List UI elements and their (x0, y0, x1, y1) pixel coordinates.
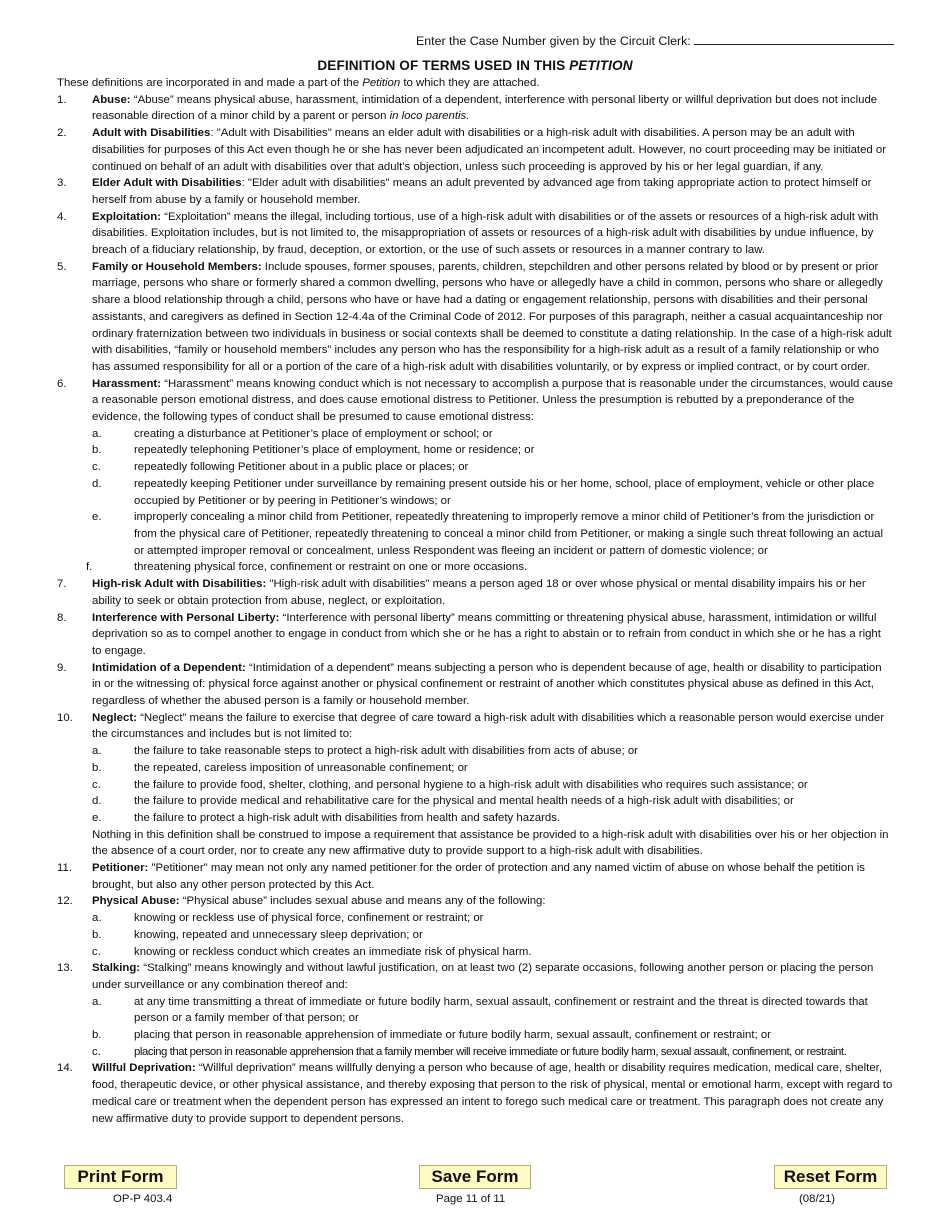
item-number: 4. (57, 210, 67, 223)
item-term: Intimidation of a Dependent: (92, 661, 246, 674)
page-title (0, 58, 950, 73)
intro-after: to which they are attached. (400, 77, 540, 89)
case-number-field[interactable] (694, 32, 894, 45)
sub-text: at any time transmitting a threat of immediate or future bodily harm, sexual assault, confinement or restraint and the threat is directed towards that person or a family member of that person; or (134, 995, 868, 1025)
item-number: 8. (57, 611, 67, 624)
print-form-button[interactable]: Print Form (64, 1165, 177, 1189)
item-text: “Abuse” means physical abuse, harassment, intimidation of a dependent, interference with personal liberty or willful deprivation but does not include reasonable direction of a minor child by a parent or person (92, 93, 878, 123)
definition-item (57, 209, 893, 259)
item-number: 5. (57, 260, 67, 273)
page-number: Page 11 of 11 (436, 1193, 506, 1205)
save-form-button[interactable]: Save Form (419, 1165, 531, 1189)
sub-text: the failure to provide medical and rehabilitative care for the physical and mental health needs of a high-risk adult with disabilities; or (134, 795, 794, 808)
item-number: 9. (57, 661, 67, 674)
item-term: Stalking: (92, 962, 141, 975)
sub-letter: a. (92, 427, 102, 440)
sub-text: placing that person in reasonable apprehension of immediate or future bodily harm, sexual assault, confinement or restraint; or (134, 1029, 771, 1042)
sub-text: knowing or reckless conduct which creates an immediate risk of physical harm. (134, 945, 532, 958)
definition-item (57, 376, 893, 576)
item-number: 13. (57, 962, 73, 975)
item-number: 12. (57, 895, 73, 908)
sub-item (92, 777, 893, 794)
item-italic: in loco parentis. (389, 110, 470, 123)
item-term: Exploitation: (92, 210, 161, 223)
definition-item (57, 660, 893, 710)
item-term: Petitioner: (92, 862, 149, 875)
sub-text: placing that person in reasonable apprehension that a family member will receive immediate or future bodily harm, sexual assault, confinement, or restraint. (134, 1045, 847, 1058)
definition-item (57, 610, 893, 660)
definition-item (57, 92, 893, 125)
item-term: Neglect: (92, 711, 137, 724)
item-text: : "Elder adult with disabilities" means an adult prevented by advanced age from taking appropriate action to protect himself or herself from abuse by a family or household member. (92, 177, 872, 206)
item-number: 1. (57, 93, 67, 106)
item-number: 6. (57, 377, 67, 390)
sub-letter: c. (92, 461, 101, 474)
item-text: "Petitioner" may mean not only any named petitioner for the order of protection and any named victim of abuse on whose behalf the petition is brought, but also any other person protected by this Act. (92, 862, 865, 891)
neglect-note: Nothing in this definition shall be construed to impose a requirement that assistance be provided to a high-risk adult with disabilities over his or her objection in the absence of a court order, nor to create any new affirmative duty to provide support to a high-risk adult with disabilities. (92, 828, 889, 858)
item-number: 3. (57, 177, 67, 190)
definition-item (57, 576, 893, 609)
item-text: “Neglect” means the failure to exercise that degree of care toward a high-risk adult with disabilities which a reasonable person would exercise under the circumstances and includes but is not limited to: (92, 711, 885, 741)
item-text: “Physical abuse” includes sexual abuse and means any of the following: (179, 895, 546, 908)
definition-item (57, 893, 893, 960)
sub-item (92, 743, 893, 760)
item-text: : "Adult with Disabilities" means an elder adult with disabilities or a high-risk adult with disabilities. A person may be an adult with disabilities for purposes of this Act even though he or she has never been adjudicated an incompetent adult. However, no court proceeding may be initiated or continued on behalf of an adult with disabilities over that adult's objection, unless such proceeding is approved by his or her legal guardian, if any. (92, 127, 887, 173)
item-term: Family or Household Members: (92, 260, 262, 273)
definition-item (57, 259, 893, 376)
sub-letter: f. (86, 561, 93, 574)
sub-text: knowing, repeated and unnecessary sleep deprivation; or (134, 928, 423, 941)
sub-letter: b. (92, 928, 102, 941)
item-text: “Willful deprivation” means willfully denying a person who because of age, health or disability requires medication, medical care, shelter, food, therapeutic device, or other physical assistance, and thereby exposing that person to the risk of physical, mental or emotional harm, except with regard to medical care or treatment when the dependent person has expressed an intent to forego such medical care or treatment. This paragraph does not create any new affirmative duty to provide support to dependent persons. (92, 1062, 893, 1125)
item-text: “Intimidation of a dependent” means subjecting a person who is dependent because of age, health or disability to participation in or the witnessing of: physical force against another or physical confinement or restraint of another which constitutes physical abuse as defined in this Act, regardless of whether the abused person is a family or household member. (92, 661, 882, 708)
sub-letter: b. (92, 1029, 102, 1042)
sub-letter: e. (92, 511, 102, 524)
sub-text: repeatedly keeping Petitioner under surveillance by remaining present outside his or her home, school, place of employment, vehicle or other place occupied by Petitioner or by peering in Petitioner’s windows; or (134, 477, 875, 507)
item-term: Abuse: (92, 93, 131, 106)
item-term: High-risk Adult with Disabilities: (92, 578, 267, 591)
sub-text: knowing or reckless use of physical force, confinement or restraint; or (134, 912, 484, 925)
sub-item (86, 559, 893, 576)
sub-letter: e. (92, 811, 102, 824)
form-id: OP-P 403.4 (113, 1193, 173, 1205)
sub-item (92, 810, 893, 827)
sub-item (92, 442, 893, 459)
definition-item (57, 960, 893, 1060)
sub-item (92, 793, 893, 810)
item-term: Interference with Personal Liberty: (92, 611, 280, 624)
reset-form-button[interactable]: Reset Form (774, 1165, 887, 1189)
sub-letter: c. (92, 945, 101, 958)
item-text: “Harassment” means knowing conduct which is not necessary to accomplish a purpose that is reasonable under the circumstances, would cause a reasonable person emotional distress, and does cause emotional distress to Petitioner. Unless the presumption is rebutted by a preponderance of the evidence, the following types of conduct shall be presumed to cause emotional distress: (92, 377, 893, 424)
item-text: "High-risk adult with disabilities" means a person aged 18 or over whose physical or mental disability impairs his or her ability to seek or obtain protection from abuse, neglect, or exploitation. (92, 578, 866, 607)
sub-item (92, 459, 893, 476)
definition-item (57, 860, 893, 893)
form-date: (08/21) (799, 1193, 836, 1205)
sub-letter: b. (92, 444, 102, 457)
sub-text: threatening physical force, confinement or restraint on one or more occasions. (134, 561, 528, 574)
sub-item (92, 1027, 893, 1044)
item-number: 11. (57, 862, 72, 875)
sub-text: repeatedly following Petitioner about in a public place or places; or (134, 461, 469, 474)
sub-text: improperly concealing a minor child from Petitioner, repeatedly threatening to improperly remove a minor child of Petitioner’s from the jurisdiction or from the physical care of Petitioner, repeatedly threatening to conceal a minor child from Petitioner, or making a single such threat following an actual or attempted improper removal or concealment, unless Respondent was fleeing an incident or pattern of domestic violence; or (134, 511, 884, 557)
title-main: DEFINITION OF TERMS USED IN THIS (317, 58, 570, 73)
sub-item (92, 994, 893, 1027)
item-text: Include spouses, former spouses, parents, children, stepchildren and other persons related by blood or by present or prior marriage, persons who share or formerly shared a common dwelling, persons who have or allegedly have a child in common, persons who share or allegedly share a blood relationship through a child, persons who have or have had a dating or engagement relationship, persons with disabilities and their personal assistants, and caregivers as defined in Section 12-4.4a of the Criminal Code of 2012. For purposes of this paragraph, neither a casual acquaintanceship nor ordinary fraternization between two individuals in business or social contexts shall be deemed to constitute a dating relationship. In the case of a high-risk adult with disabilities, “family or household members” includes any person who has the responsibility for a high-risk adult as a result of a family relationship or who has assumed responsibility for all or a portion of the care of a high-risk adult with disabilities voluntarily, or by express or implied contract, or by court order. (92, 260, 892, 373)
definitions-body (57, 75, 893, 1127)
sub-text: the failure to protect a high-risk adult with disabilities from health and safety hazards. (134, 811, 561, 824)
sub-text: the repeated, careless imposition of unreasonable confinement; or (134, 761, 468, 774)
sub-text: creating a disturbance at Petitioner’s place of employment or school; or (134, 427, 493, 440)
item-term: Harassment: (92, 377, 162, 390)
item-number: 2. (57, 127, 67, 140)
case-number-label: Enter the Case Number given by the Circuit Clerk: (416, 34, 691, 48)
sub-letter: b. (92, 761, 102, 774)
sub-letter: a. (92, 745, 102, 758)
definition-item (57, 125, 893, 175)
item-text: “Exploitation” means the illegal, including tortious, use of a high-risk adult with disabilities or of the assets or resources of a high-risk adult with disabilities. Exploitation includes, but is not limited to, the misappropriation of assets or resources of a high-risk adult with disabilities by undue influence, by breach of a fiduciary relationship, by fraud, deception, or extortion, or the use of such assets or resources in a manner contrary to law. (92, 210, 879, 257)
sub-item (92, 910, 893, 927)
item-text: “Interference with personal liberty” means committing or threatening physical abuse, harassment, intimidation or willful deprivation so as to compel another to engage in conduct from which she or he has a right to abstain or to refrain from conduct in which she or he has a right to engage. (92, 611, 881, 657)
case-number-line (416, 32, 894, 48)
item-term: Physical Abuse: (92, 895, 180, 908)
item-term: Elder Adult with Disabilities (92, 177, 242, 190)
sub-item (92, 426, 893, 443)
item-term: Adult with Disabilities (92, 127, 211, 140)
definition-item (57, 1060, 893, 1127)
sub-item (92, 1044, 893, 1061)
item-text: “Stalking” means knowingly and without lawful justification, on at least two (2) separate occasions, following another person or placing the person under surveillance or any combination thereof and: (92, 962, 874, 991)
definition-item (57, 175, 893, 208)
sub-item (92, 760, 893, 777)
sub-letter: a. (92, 995, 102, 1008)
sub-text: the failure to take reasonable steps to protect a high-risk adult with disabilities from acts of abuse; or (134, 745, 638, 758)
sub-text: repeatedly telephoning Petitioner’s place of employment, home or residence; or (134, 444, 535, 457)
sub-letter: d. (92, 477, 102, 490)
sub-text: the failure to provide food, shelter, clothing, and personal hygiene to a high-risk adult with disabilities who requires such assistance; or (134, 778, 808, 791)
title-italic: PETITION (569, 58, 633, 73)
form-buttons (0, 1165, 950, 1189)
item-term: Willful Deprivation: (92, 1062, 196, 1075)
item-number: 14. (57, 1062, 73, 1075)
sub-letter: c. (92, 778, 101, 791)
sub-item (92, 509, 893, 559)
definition-item (57, 710, 893, 860)
sub-letter: d. (92, 795, 102, 808)
sub-letter: c. (92, 1045, 101, 1058)
sub-item (92, 927, 893, 944)
sub-item (92, 476, 893, 509)
intro-before: These definitions are incorporated in and made a part of the (57, 77, 363, 89)
item-number: 7. (57, 578, 67, 591)
intro-italic: Petition (362, 77, 401, 89)
intro-paragraph (57, 75, 893, 92)
sub-letter: a. (92, 912, 102, 925)
item-number: 10. (57, 711, 73, 724)
sub-item (92, 944, 893, 961)
